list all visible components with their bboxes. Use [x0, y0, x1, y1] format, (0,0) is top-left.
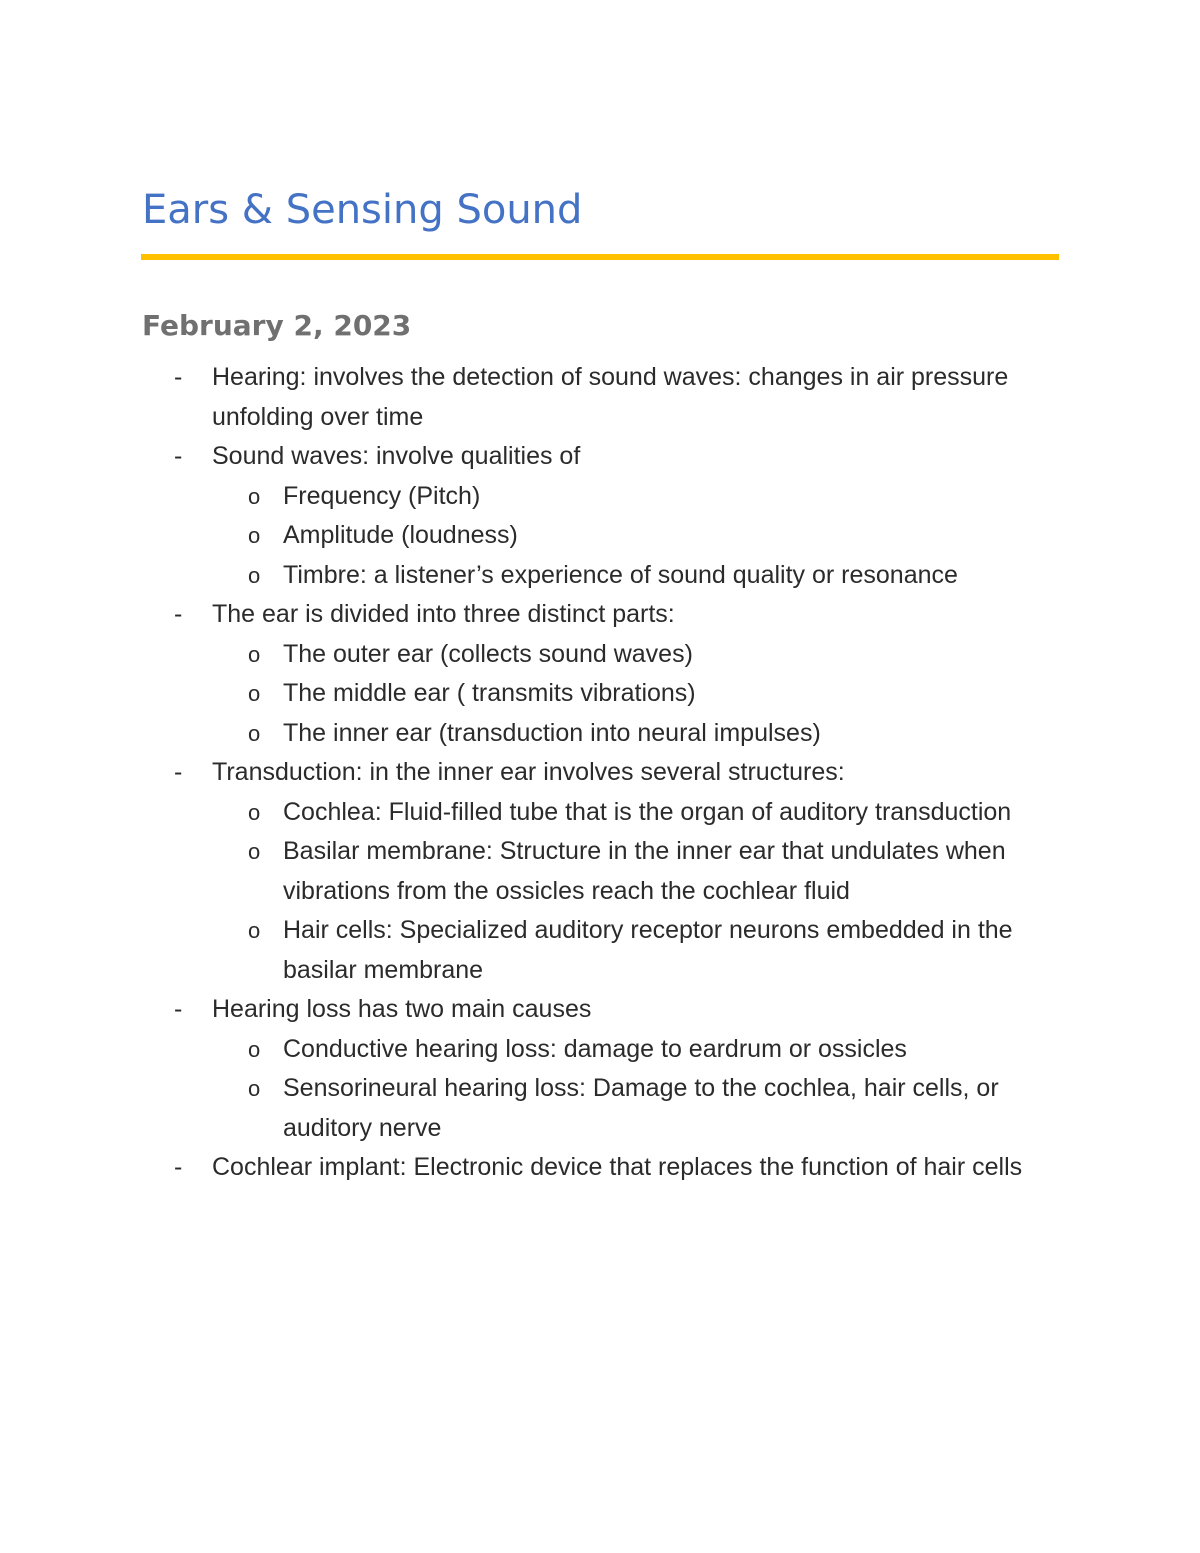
circle-bullet-icon: o: [248, 720, 261, 746]
dash-bullet-icon: -: [174, 600, 183, 628]
date-heading: February 2, 2023: [142, 309, 412, 342]
sub-list-item: [0, 1030, 1200, 1070]
sub-list-item-text: Conductive hearing loss: damage to eardrum or ossicles: [283, 1034, 907, 1063]
sub-list-item-text: Amplitude (loudness): [283, 521, 518, 549]
circle-bullet-icon: o: [248, 799, 261, 825]
circle-bullet-icon: o: [248, 483, 261, 509]
sub-list-item: [0, 714, 1200, 754]
sub-list-item-text: Timbre: a listener’s experience of sound quality or resonance: [283, 560, 958, 589]
sub-list-item-text: The inner ear (transduction into neural impulses): [283, 718, 821, 747]
dash-bullet-icon: -: [174, 363, 183, 391]
sub-list-item: [0, 1069, 1200, 1148]
list-item-text: Cochlear implant: Electronic device that replaces the function of hair cells: [212, 1153, 1023, 1181]
circle-bullet-icon: o: [248, 839, 261, 864]
list-item: [0, 437, 1200, 477]
title-underline-rule: [141, 254, 1059, 260]
dash-bullet-icon: -: [174, 1153, 183, 1181]
dash-bullet-icon: -: [174, 442, 183, 470]
circle-bullet-icon: o: [248, 523, 261, 548]
sub-list-item: [0, 556, 1200, 596]
list-item-text: Transduction: in the inner ear involves several structures:: [212, 758, 845, 786]
sub-list-item-text: Hair cells: Specialized auditory receptor neurons embedded in the basilar membrane: [283, 916, 1013, 984]
sub-list-item-text: The outer ear (collects sound waves): [283, 639, 693, 668]
notes-list: [0, 358, 1200, 1188]
list-item-text: Hearing loss has two main causes: [212, 995, 592, 1023]
document-title: Ears & Sensing Sound: [142, 187, 583, 233]
circle-bullet-icon: o: [248, 1036, 261, 1062]
list-item-text: Hearing: involves the detection of sound waves: changes in air pressure unfolding over time: [212, 363, 1009, 431]
circle-bullet-icon: o: [248, 918, 261, 943]
dash-bullet-icon: -: [174, 995, 183, 1023]
list-item-text: The ear is divided into three distinct parts:: [212, 600, 675, 628]
sub-list-item: [0, 793, 1200, 833]
sub-list-item-text: Sensorineural hearing loss: Damage to the cochlea, hair cells, or auditory nerve: [283, 1074, 999, 1142]
circle-bullet-icon: o: [248, 562, 261, 588]
sub-list-item: [0, 635, 1200, 675]
circle-bullet-icon: o: [248, 641, 261, 667]
sub-list-item: [0, 477, 1200, 517]
sub-list-item-text: Basilar membrane: Structure in the inner ear that undulates when vibrations from the ossicles reach the cochlear fluid: [283, 837, 1006, 905]
circle-bullet-icon: o: [248, 681, 261, 706]
list-item: [0, 595, 1200, 635]
list-item-text: Sound waves: involve qualities of: [212, 442, 581, 470]
dash-bullet-icon: -: [174, 758, 183, 786]
sub-list-item: [0, 516, 1200, 556]
sub-list-item-text: Cochlea: Fluid-filled tube that is the organ of auditory transduction: [283, 797, 1012, 826]
sub-list-item: [0, 832, 1200, 911]
list-item: [0, 1148, 1200, 1188]
sub-list-item-text: The middle ear ( transmits vibrations): [283, 679, 696, 707]
sub-list-item-text: Frequency (Pitch): [283, 481, 481, 510]
list-item: [0, 358, 1200, 437]
circle-bullet-icon: o: [248, 1076, 261, 1101]
list-item: [0, 990, 1200, 1030]
sub-list-item: [0, 674, 1200, 714]
sub-list-item: [0, 911, 1200, 990]
list-item: [0, 753, 1200, 793]
